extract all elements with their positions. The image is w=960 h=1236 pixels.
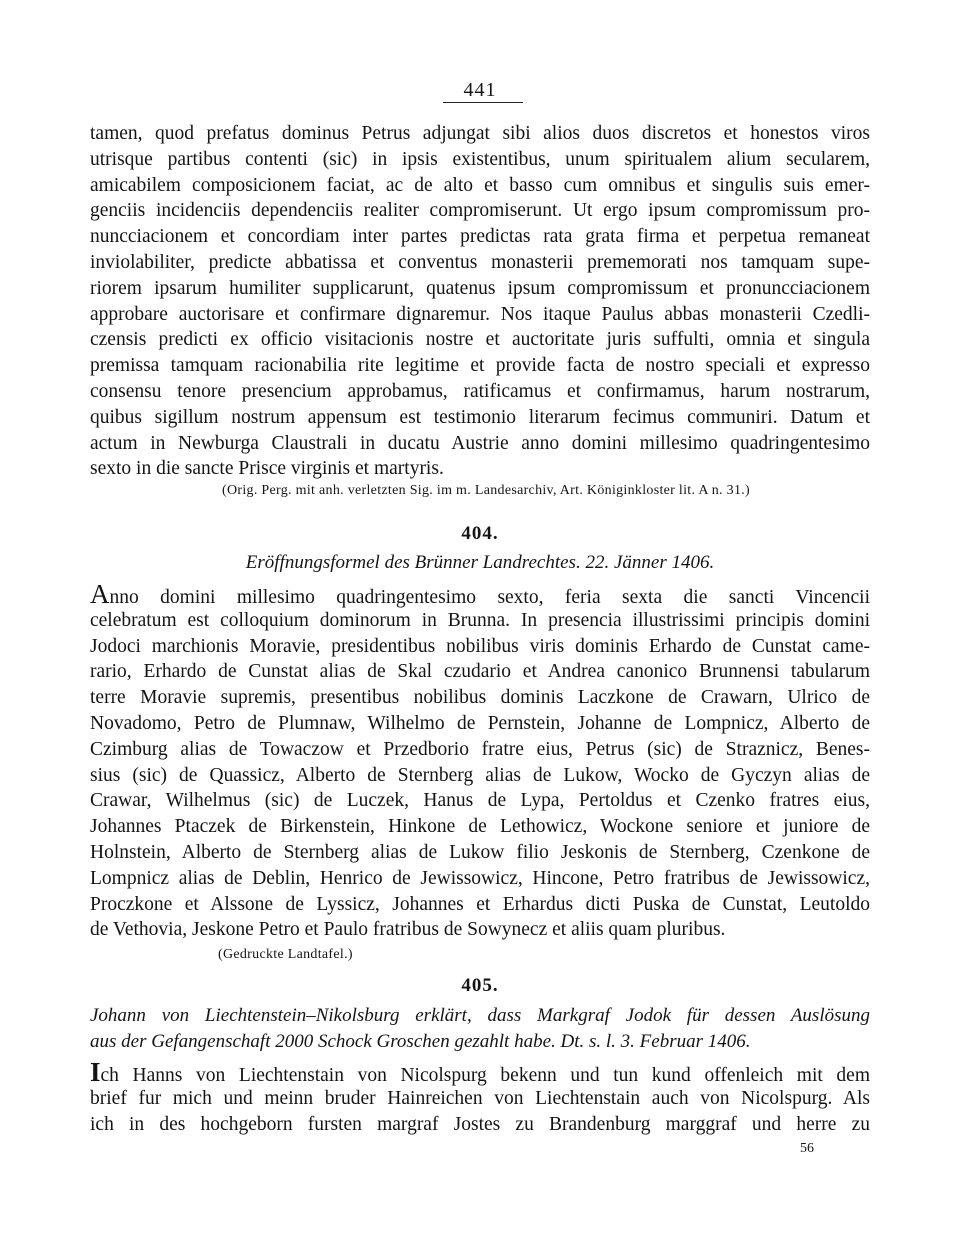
text-line: czensis predicti ex officio visitacionis nostre et auctoritate juris suffulti, omnia et singula	[90, 329, 870, 351]
title-line: aus der Gefangenschaft 2000 Schock Groschen gezahlt habe. Dt. s. l. 3. Februar 1406.	[90, 1031, 751, 1052]
source-note: (Orig. Perg. mit anh. verletzten Sig. im m. Landesarchiv, Art. Königinkloster lit. A n. 31.)	[222, 483, 751, 498]
text-line: ich in des hochgeborn fursten margraf Jostes zu Brandenburg marggraf und herre zu	[90, 1113, 870, 1135]
text-line: celebratum est colloquium dominorum in Brunna. In presencia illustrissimi principis domini	[90, 609, 870, 631]
text-line: sexto in die sancte Prisce virginis et martyris.	[90, 458, 444, 480]
text-line-first	[90, 1057, 870, 1087]
text-line-rest: nno domini millesimo quadringentesimo sexto, feria sexta die sancti Vincencii	[109, 587, 870, 608]
text-line: nuncciacionem et concordiam inter partes predictas rata grata firma et perpetua remaneat	[90, 226, 870, 248]
text-line: riorem ipsarum humiliter supplicarunt, quatenus ipsum compromissum et pronuncciacionem	[90, 277, 870, 299]
text-line: brief fur mich und meinn bruder Hainreichen von Liechtenstain auch von Nicolspurg. Als	[90, 1087, 870, 1109]
text-line-rest: ch Hanns von Liechtenstain von Nicolspurg bekenn und tun kund offenleich mit dem	[100, 1065, 870, 1086]
text-line: premissa tamquam racionabilia rite legitime et provide facta de nostro speciali et expresso	[90, 355, 870, 377]
text-line: Johannes Ptaczek de Birkenstein, Hinkone de Lethowicz, Wockone seniore et juniore de	[90, 816, 870, 838]
text-line: sius (sic) de Quassicz, Alberto de Sternberg alias de Lukow, Wocko de Gyczyn alias de	[90, 764, 870, 786]
text-line: Lompnicz alias de Deblin, Henrico de Jewissowicz, Hincone, Petro fratribus de Jewissowicz,	[90, 867, 870, 889]
text-line: amicabilem composicionem faciat, ac de alto et basso cum omnibus et singulis suis emer-	[90, 174, 870, 196]
text-line: tamen, quod prefatus dominus Petrus adjungat sibi alios duos discretos et honestos viros	[90, 123, 870, 144]
drop-initial: A	[90, 579, 110, 609]
text-line: Novadomo, Petro de Plumnaw, Wilhelmo de Pernstein, Johanne de Lompnicz, Alberto de	[90, 712, 870, 734]
text-line: quibus sigillum nostrum appensum est testimonio literarum fecimus communiri. Datum et	[90, 406, 870, 428]
text-line: approbare auctorisare et confirmare dignaremur. Nos itaque Paulus abbas monasterii Czedli-	[90, 303, 870, 325]
text-line: rario, Erhardo de Cunstat alias de Skal czudario et Andrea canonico Brunnensi tabularum	[90, 661, 870, 683]
text-block-continuation	[90, 121, 870, 482]
document-title-404: Eröffnungsformel des Brünner Landrechtes. 22. Jänner 1406.	[245, 552, 715, 573]
source-note: (Gedruckte Landtafel.)	[218, 947, 353, 962]
text-line: actum in Newburga Claustrali in ducatu Austrie anno domini millesimo quadringentesimo	[90, 432, 870, 454]
text-block-404	[90, 579, 870, 943]
text-line: de Vethovia, Jeskone Petro et Paulo fratribus de Sowynecz et aliis quam pluribus.	[90, 919, 726, 941]
text-line-first	[90, 579, 870, 609]
text-line: Crawar, Wilhelmus (sic) de Luczek, Hanus de Lypa, Pertoldus et Czenko fratres eius,	[90, 790, 870, 812]
text-line: inviolabiliter, predicte abbatissa et conventus monasterii prememorati nos tamquam supe-	[90, 251, 870, 273]
text-line: Czimburg alias de Towaczow et Przedborio fratre eius, Petrus (sic) de Straznicz, Benes-	[90, 738, 870, 760]
drop-initial: I	[90, 1057, 101, 1087]
page-number-rule	[443, 102, 523, 103]
document-number-405: 405.	[461, 975, 499, 996]
text-line: terre Moravie supremis, presentibus nobilibus dominis Laczkone de Crawarn, Ulrico de	[90, 687, 870, 709]
text-line: Proczkone et Alssone de Lyssicz, Johannes et Erhardus dicti Puska de Cunstat, Leutoldo	[90, 893, 870, 915]
page-number: 441	[463, 79, 497, 101]
text-block-405	[90, 1057, 870, 1137]
text-line: genciis incidenciis dependenciis realiter compromiserunt. Ut ergo ipsum compromissum pro-	[90, 200, 870, 222]
title-line: Johann von Liechtenstein–Nikolsburg erklärt, dass Markgraf Jodok für dessen Auslösung	[90, 1005, 870, 1026]
text-line: Jodoci marchionis Moravie, presidentibus nobilibus viris dominis Erhardo de Cunstat came-	[90, 635, 870, 657]
text-line: consensu tenore presencium approbamus, ratificamus et confirmamus, harum nostrarum,	[90, 380, 870, 402]
text-line: Holnstein, Alberto de Sternberg alias de Lukow filio Jeskonis de Sternberg, Czenkone de	[90, 841, 870, 863]
document-number-404: 404.	[461, 523, 499, 544]
signature-mark: 56	[800, 1141, 814, 1156]
text-line: utrisque partibus contenti (sic) in ipsis existentibus, unum spiritualem alium secularem,	[90, 148, 870, 170]
document-title-405	[90, 1003, 870, 1055]
